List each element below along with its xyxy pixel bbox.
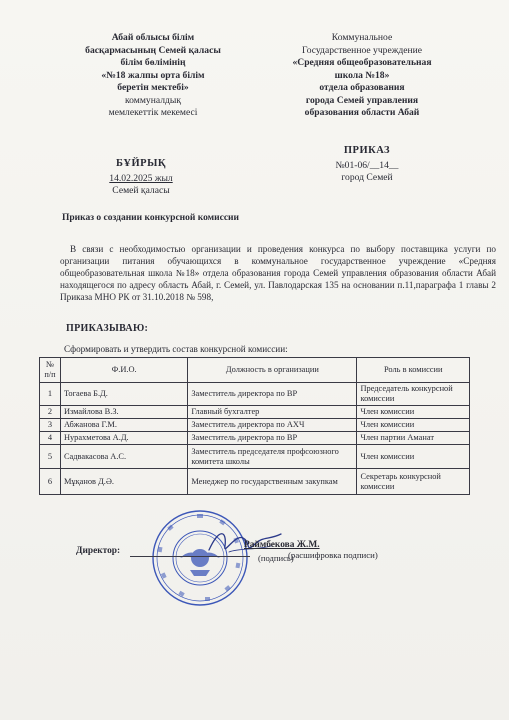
table-row <box>40 383 470 406</box>
table-row <box>40 406 470 419</box>
table-cell: Заместитель директора по ВР <box>188 432 357 445</box>
table-cell: 4 <box>40 432 61 445</box>
header-russian <box>262 32 462 120</box>
commission-table <box>39 357 470 495</box>
table-cell: 6 <box>40 469 61 495</box>
table-row <box>40 419 470 432</box>
signature-line <box>130 556 250 557</box>
order-number: №01-06/__14__ <box>335 160 399 171</box>
table-cell: Заместитель директора по ВР <box>188 383 357 406</box>
table-cell: Измайлова В.З. <box>60 406 187 419</box>
table-row <box>40 432 470 445</box>
column-header: № п/п <box>40 358 61 383</box>
table-cell: Менеджер по государственным закупкам <box>188 469 357 495</box>
signature-role: Директор: <box>76 546 121 556</box>
table-header-row <box>40 358 470 383</box>
header-left-line: «№18 жалпы орта білім <box>101 69 205 81</box>
table-cell: Член комиссии <box>357 419 470 432</box>
table-cell: Абжанова Г.М. <box>60 419 187 432</box>
table-cell: Заместитель председателя профсоюзного комитета школы <box>188 445 357 469</box>
order-title-ru: ПРИКАЗ <box>343 145 391 156</box>
order-city-kz: Семей қаласы <box>112 185 170 196</box>
table-cell: 3 <box>40 419 61 432</box>
table-row <box>40 445 470 469</box>
header-kazakh <box>68 32 238 120</box>
header-left-line: басқармасының Семей қаласы <box>85 44 221 56</box>
column-header: Должность в организации <box>188 358 357 383</box>
column-header: Ф.И.О. <box>60 358 187 383</box>
signature-decoding-caption: (расшифровка подписи) <box>288 550 378 560</box>
header-right-line: Государственное учреждение <box>302 44 422 56</box>
header-right-line: образования области Абай <box>304 107 420 118</box>
header-right-line: города Семей управления <box>305 94 419 106</box>
header-right-line: Коммунальное <box>331 32 393 43</box>
header-right-line: школа №18» <box>334 69 390 81</box>
table-cell: Член партии Аманат <box>357 432 470 445</box>
table-cell: 1 <box>40 383 61 406</box>
order-word: ПРИКАЗЫВАЮ: <box>66 323 149 334</box>
table-cell: Мұқанов Д.Ә. <box>60 469 187 495</box>
table-cell: Садвакасова А.С. <box>60 445 187 469</box>
order-kazakh <box>86 158 196 197</box>
table-cell: 5 <box>40 445 61 469</box>
order-city-ru: город Семей <box>341 172 393 183</box>
header-left-line: мемлекеттік мекемесі <box>108 107 198 118</box>
document-subject: Приказ о создании конкурсной комиссии <box>62 213 239 223</box>
table-cell: Заместитель директора по АХЧ <box>188 419 357 432</box>
table-cell: Главный бухгалтер <box>188 406 357 419</box>
header-left-line: Абай облысы білім <box>111 32 195 43</box>
order-title-kz: БҰЙРЫҚ <box>115 158 167 169</box>
header-left-line: беретін мектебі» <box>117 82 189 93</box>
table-cell: Председатель конкурсной комиссии <box>357 383 470 406</box>
document-body: В связи с необходимостью организации и проведения конкурса по выбору поставщика услуги по организации питания обучающихся в коммунальное государственное учреждение «Средняя общеобразовательная школа №18» отдела образования города Семей управления образования области Абай находящегося по адресу область Абай, г. Семей, ул. Павлодарская 135 на основании п.11,параграфа 1 главы 2 Приказа МНО РК от 31.10.2018 № 598, <box>60 244 496 303</box>
table-cell: Член комиссии <box>357 445 470 469</box>
table-cell: Секретарь конкурсной комиссии <box>357 469 470 495</box>
header-left-line: білім бөлімінің <box>120 57 186 68</box>
header-right-line: «Средняя общеобразовательная <box>292 57 432 68</box>
signature-caption: (подпись) <box>258 553 294 563</box>
order-russian <box>312 145 422 184</box>
header-right-line: отдела образования <box>319 82 405 93</box>
column-header: Роль в комиссии <box>357 358 470 383</box>
table-cell: Нурахметова А.Д. <box>60 432 187 445</box>
table-cell: 2 <box>40 406 61 419</box>
table-cell: Член комиссии <box>357 406 470 419</box>
table-cell: Тогаева Б.Д. <box>60 383 187 406</box>
signature-name: Раймбекова Ж.М. <box>244 540 320 550</box>
header-left-line: коммуналдық <box>125 94 181 106</box>
order-date: 14.02.2025 жыл <box>109 173 173 184</box>
table-row <box>40 469 470 495</box>
approve-line: Сформировать и утвердить состав конкурсной комиссии: <box>64 344 288 354</box>
